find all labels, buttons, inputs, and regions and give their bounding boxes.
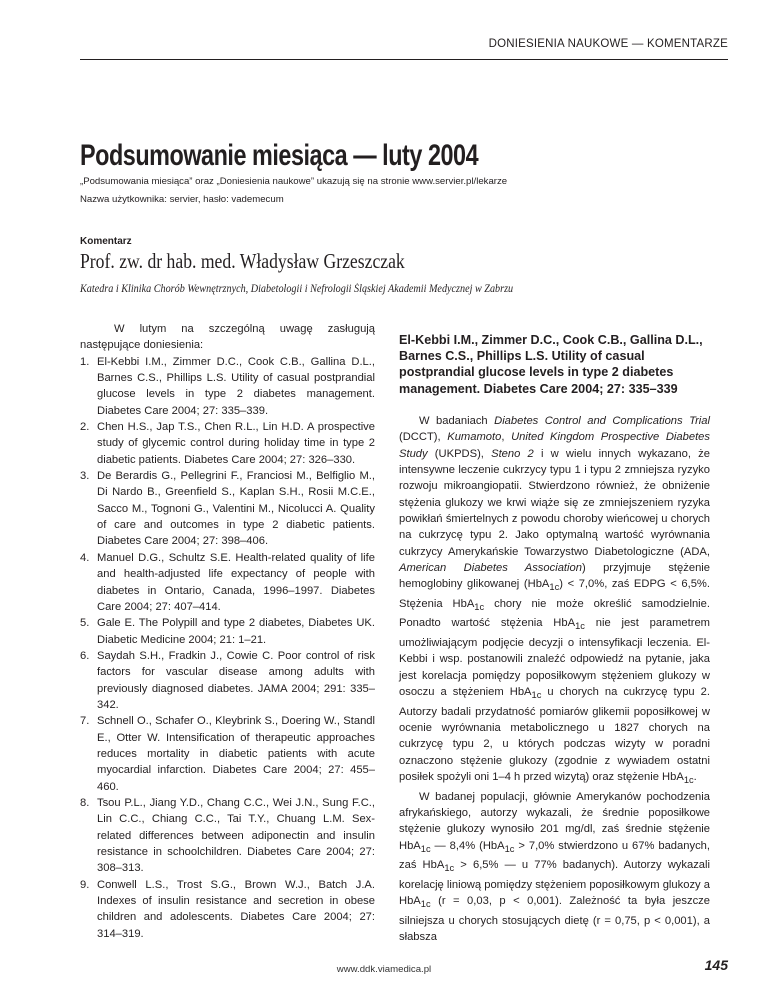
reference-text: De Berardis G., Pellegrini F., Franciosi M., Belfiglio M., Di Nardo B., Greenfield S., Kaplan S.H., Rosii M.C.E., Sacco M., Tognoni G., Valentini M., Nicolucci A. Quality of care and outcomes in type 2 diabetic patients. Diabetes Care 2004; 27: 398–406.: [97, 470, 375, 548]
right-column: [399, 321, 710, 945]
info-line-servier: „Podsumowania miesiąca” oraz „Doniesienia naukowe” ukazują się na stronie www.servier.pl/lekarze: [80, 176, 508, 187]
page-number: 145: [704, 957, 728, 973]
reference-item: [80, 615, 375, 648]
page-title: Podsumowanie miesiąca — luty 2004: [80, 139, 479, 172]
author-name: Prof. zw. dr hab. med. Władysław Grzeszczak: [80, 249, 405, 273]
section-header: DONIESIENIA NAUKOWE — KOMENTARZE: [488, 38, 728, 50]
reference-number: 4.: [80, 551, 90, 564]
article-paragraph-1: W badaniach Diabetes Control and Complications Trial (DCCT), Kumamoto, United Kingdom Prospective Diabetes Study (UKPDS), Steno 2 i w wielu innych wykazano, że intensywne leczenie cukrzycy typu 1 i typu 2 zmniejsza ryzyko rozwoju mikroangiopatii. Stwierdzono również, że obniżenie stężenia glukozy we krwi wiąże się ze zmniejszeniem ryzyka powikłań śmiertelnych z powodu choroby wieńcowej u chorych na cukrzycę typu 2. Jako optymalną wartość wyrównania cukrzycy Amerykańskie Towarzystwo Diabetologiczne (ADA, American Diabetes Association) przyjmuje stężenie hemoglobiny glikowanej (HbA$_{1c}$) < 7,0%, zaś EDPG < 6,5%. Stężenia HbA$_{1c}$ chory nie może określić samodzielnie. Ponadto wartość stężenia HbA$_{1c}$ nie jest parametrem umożliwiającym podjęcie decyzji o intensyfikacji leczenia. El-Kebbi i wsp. postanowili znaleźć odpowiedź na pytanie, jaka jest korelacja pomiędzy poposiłkowym stężeniem glukozy w osoczu a stężeniem HbA$_{1c}$ u chorych na cukrzycę typu 2. Autorzy badali przydatność pomiarów glikemii poposiłkowej w ocenie wyrównania metabolicznego u 1827 chorych na cukrzycę typu 2, u których podczas wizyty w poradni oznaczono stężenie glukozy (zgodnie z wywiadem ostatni posiłek spożyli oni 1–4 h przed wizytą) oraz stężenie HbA$_{1c}$.: [399, 414, 710, 786]
reference-item: [80, 713, 375, 795]
left-column: [80, 321, 375, 942]
reference-number: 6.: [80, 649, 90, 662]
header-rule: [80, 59, 728, 60]
reference-number: 9.: [80, 878, 90, 891]
reference-number: 5.: [80, 617, 90, 630]
info-line-login: Nazwa użytkownika: servier, hasło: vademecum: [80, 194, 284, 205]
reference-text: Schnell O., Schafer O., Kleybrink S., Doering W., Standl E., Otter W. Intensification of therapeutic approaches reduces mortality in diabetic patients with acute myocardial infarction. Diabetes Care 2004; 27: 455–460.: [97, 715, 375, 793]
reference-text: Gale E. The Polypill and type 2 diabetes, Diabetes UK. Diabetic Medicine 2004; 21: 1–21.: [97, 617, 375, 646]
article-title: El-Kebbi I.M., Zimmer D.C., Cook C.B., Gallina D.L., Barnes C.S., Phillips L.S. Utility of casual postprandial glucose levels in type 2 diabetes management. Diabetes Care 2004; 27: 335–339: [399, 333, 703, 396]
intro-paragraph: W lutym na szczególną uwagę zasługują następujące doniesienia:: [80, 323, 375, 352]
reference-number: 8.: [80, 796, 90, 809]
reference-text: Saydah S.H., Fradkin J., Cowie C. Poor control of risk factors for vascular disease among adults with previously diagnosed diabetes. JAMA 2004; 291: 335–342.: [97, 649, 375, 711]
reference-text: Chen H.S., Jap T.S., Chen R.L., Lin H.D. A prospective study of glycemic control during holiday time in type 2 diabetic patients. Diabetes Care 2004; 27: 326–330.: [97, 421, 375, 466]
reference-number: 7.: [80, 715, 90, 728]
reference-list: [80, 354, 375, 942]
reference-item: [80, 550, 375, 615]
reference-item: [80, 354, 375, 419]
reference-item: [80, 419, 375, 468]
komentarz-label: Komentarz: [80, 236, 132, 247]
reference-number: 2.: [80, 421, 90, 434]
reference-item: [80, 648, 375, 713]
reference-text: Manuel D.G., Schultz S.E. Health-related quality of life and health-adjusted life expectancy of people with diabetes in Ontario, Canada, 1996–1997. Diabetes Care 2004; 27: 407–414.: [97, 551, 375, 613]
author-affiliation: Katedra i Klinika Chorób Wewnętrznych, Diabetologii i Nefrologii Śląskiej Akademii Medycznej w Zabrzu: [80, 283, 514, 295]
reference-text: Tsou P.L., Jiang Y.D., Chang C.C., Wei J.N., Sung F.C., Lin C.C., Chiang C.C., Tai T.Y., Chuang L.M. Sex-related differences between adiponectin and insulin resistance in schoolchildren. Diabetes Care 2004; 27: 308–313.: [97, 796, 375, 875]
reference-text: Conwell L.S., Trost S.G., Brown W.J., Batch J.A. Indexes of insulin resistance and secretion in obese children and adolescents. Diabetes Care 2004; 27: 314–319.: [97, 878, 375, 940]
footer-url: www.ddk.viamedica.pl: [336, 964, 432, 975]
reference-number: 1.: [80, 355, 90, 368]
reference-item: [80, 795, 375, 877]
reference-number: 3.: [80, 470, 90, 483]
reference-item: [80, 877, 375, 942]
reference-text: El-Kebbi I.M., Zimmer D.C., Cook C.B., Gallina D.L., Barnes C.S., Phillips L.S. Utility of casual postprandial glucose levels in type 2 diabetes management. Diabetes Care 2004; 27: 335–339.: [97, 355, 375, 417]
reference-item: [80, 468, 375, 550]
article-paragraph-2: W badanej populacji, głównie Amerykanów pochodzenia afrykańskiego, autorzy wykazali, że średnie poposiłkowe stężenie glukozy wynosiło 201 mg/dl, zaś średnie stężenie HbA$_{1c}$ — 8,4% (HbA$_{1c}$ > 7,0% stwierdzono u 67% badanych, zaś HbA$_{1c}$ > 6,5% — u 77% badanych). Autorzy wykazali korelację liniową pomiędzy stężeniem poposiłkowym glukozy a HbA$_{1c}$ (r = 0,03, p < 0,001). Zależność ta była jeszcze silniejsza u chorych stosujących dietę (r = 0,75, p < 0,001), a słabsza: [399, 790, 711, 943]
